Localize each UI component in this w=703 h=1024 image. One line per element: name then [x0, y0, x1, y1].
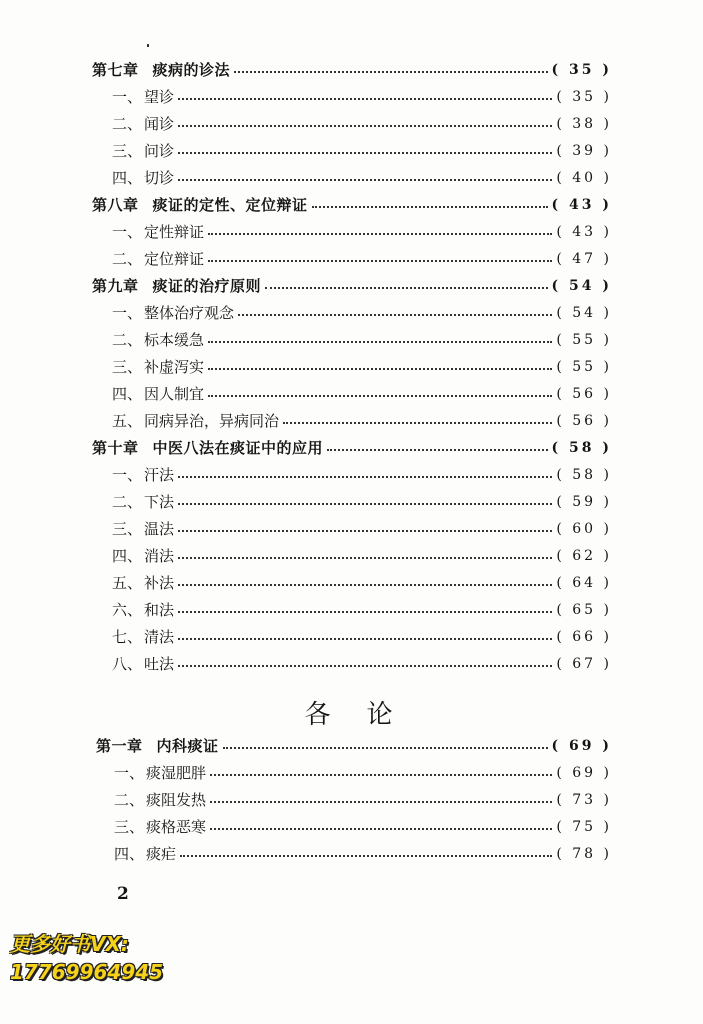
ink-speck: [147, 44, 149, 47]
chapter-number: 第九章: [92, 277, 139, 295]
item-title: 汗法: [144, 466, 175, 484]
page-ref: ( 66 ): [556, 629, 612, 645]
item-title: 温法: [144, 520, 175, 538]
toc-item[interactable]: [112, 517, 612, 541]
dot-leader: [178, 557, 552, 559]
toc-item[interactable]: [112, 301, 612, 325]
page-ref: ( 59 ): [556, 494, 612, 510]
chapter-title: 痰病的诊法: [152, 61, 231, 79]
item-number: 五、: [112, 412, 143, 430]
dot-leader: [223, 747, 548, 749]
item-number: 一、: [112, 466, 143, 484]
item-title: 下法: [144, 493, 175, 511]
dot-leader: [210, 828, 552, 830]
dot-leader: [208, 395, 552, 397]
item-title: 补虚泻实: [144, 358, 205, 376]
watermark-line-1: 更多好书VX:: [10, 932, 129, 956]
item-number: 三、: [114, 818, 145, 836]
item-number: 一、: [112, 88, 143, 106]
item-title: 痰疟: [146, 845, 177, 863]
page-ref: ( 43 ): [556, 224, 612, 240]
page-ref: ( 65 ): [556, 602, 612, 618]
page-ref: ( 56 ): [556, 413, 612, 429]
dot-leader: [265, 287, 547, 289]
toc-item[interactable]: [112, 166, 612, 190]
toc-item[interactable]: [112, 409, 612, 433]
dot-leader: [180, 855, 552, 857]
page-ref: ( 58 ): [556, 467, 612, 483]
dot-leader: [178, 530, 552, 532]
toc-item[interactable]: [112, 625, 612, 649]
page-ref: ( 40 ): [556, 170, 612, 186]
dot-leader: [210, 774, 552, 776]
page-ref: ( 64 ): [556, 575, 612, 591]
item-number: 四、: [112, 385, 143, 403]
item-title: 消法: [144, 547, 175, 565]
item-number: 二、: [112, 331, 143, 349]
item-title: 因人制宜: [144, 385, 205, 403]
item-number: 二、: [112, 250, 143, 268]
toc-item[interactable]: [112, 382, 612, 406]
item-number: 一、: [112, 304, 143, 322]
toc-item[interactable]: [112, 490, 612, 514]
page-ref: ( 73 ): [556, 792, 612, 808]
item-number: 一、: [114, 764, 145, 782]
item-title: 定位辩证: [144, 250, 205, 268]
toc-item[interactable]: [112, 355, 612, 379]
dot-leader: [178, 476, 552, 478]
page-number: 2: [117, 884, 129, 904]
page-ref: ( 56 ): [556, 386, 612, 402]
item-number: 七、: [112, 628, 143, 646]
dot-leader: [178, 125, 552, 127]
item-number: 四、: [114, 845, 145, 863]
dot-leader: [208, 260, 552, 262]
page-ref: ( 69 ): [551, 738, 612, 754]
page-ref: ( 38 ): [556, 116, 612, 132]
dot-leader: [238, 314, 552, 316]
dot-leader: [178, 665, 552, 667]
page-ref: ( 39 ): [556, 143, 612, 159]
chapter-number: 第十章: [92, 439, 139, 457]
item-title: 闻诊: [144, 115, 175, 133]
item-number: 一、: [112, 223, 143, 241]
toc-chapter-8[interactable]: [92, 193, 612, 217]
dot-leader: [178, 152, 552, 154]
watermark-line-2: 17769964945: [10, 960, 164, 984]
dot-leader: [208, 233, 552, 235]
toc-item[interactable]: [112, 85, 612, 109]
item-title: 痰湿肥胖: [146, 764, 207, 782]
dot-leader: [208, 368, 552, 370]
item-number: 二、: [112, 493, 143, 511]
item-title: 望诊: [144, 88, 175, 106]
toc-item[interactable]: [114, 788, 612, 812]
toc-item[interactable]: [112, 598, 612, 622]
toc-item[interactable]: [112, 571, 612, 595]
item-title: 吐法: [144, 655, 175, 673]
toc-item[interactable]: [112, 463, 612, 487]
chapter-title: 内科痰证: [156, 737, 219, 755]
watermark: [10, 930, 163, 986]
dot-leader: [327, 449, 547, 451]
item-title: 整体治疗观念: [144, 304, 235, 322]
toc-item[interactable]: [112, 139, 612, 163]
page-ref: ( 35 ): [556, 89, 612, 105]
dot-leader: [234, 71, 547, 73]
page-ref: ( 47 ): [556, 251, 612, 267]
toc-item[interactable]: [112, 544, 612, 568]
toc-chapter-9[interactable]: [92, 274, 612, 298]
item-number: 二、: [112, 115, 143, 133]
toc-item[interactable]: [112, 328, 612, 352]
page-ref: ( 54 ): [556, 305, 612, 321]
chapter-number: 第八章: [92, 196, 139, 214]
item-number: 五、: [112, 574, 143, 592]
dot-leader: [312, 206, 548, 208]
toc-chapter-10[interactable]: [92, 436, 612, 460]
chapter-number: 第一章: [96, 737, 143, 755]
page-ref: ( 75 ): [556, 819, 612, 835]
page-ref: ( 69 ): [556, 765, 612, 781]
item-title: 问诊: [144, 142, 175, 160]
toc-item[interactable]: [114, 761, 612, 785]
page-ref: ( 35 ): [551, 62, 612, 78]
item-title: 清法: [144, 628, 175, 646]
item-number: 三、: [112, 358, 143, 376]
dot-leader: [178, 584, 552, 586]
page-ref: ( 55 ): [556, 359, 612, 375]
chapter-title: 痰证的治疗原则: [152, 277, 262, 295]
item-number: 三、: [112, 142, 143, 160]
item-title: 痰阻发热: [146, 791, 207, 809]
item-number: 四、: [112, 547, 143, 565]
dot-leader: [178, 638, 552, 640]
item-title: 标本缓急: [144, 331, 205, 349]
page-ref: ( 43 ): [551, 197, 612, 213]
dot-leader: [178, 503, 552, 505]
page-ref: ( 54 ): [551, 278, 612, 294]
chapter-title: 中医八法在痰证中的应用: [152, 439, 324, 457]
dot-leader: [210, 801, 552, 803]
dot-leader: [178, 611, 552, 613]
item-title: 补法: [144, 574, 175, 592]
chapter-number: 第七章: [92, 61, 139, 79]
page-ref: ( 78 ): [556, 846, 612, 862]
toc-item[interactable]: [112, 247, 612, 271]
toc-item[interactable]: [112, 220, 612, 244]
dot-leader: [178, 179, 552, 181]
toc-item[interactable]: [114, 815, 612, 839]
item-title: 痰格恶寒: [146, 818, 207, 836]
toc-item[interactable]: [112, 652, 612, 676]
page-ref: ( 58 ): [551, 440, 612, 456]
toc-item[interactable]: [112, 112, 612, 136]
item-title: 切诊: [144, 169, 175, 187]
item-number: 三、: [112, 520, 143, 538]
toc-item[interactable]: [114, 842, 612, 866]
item-title: 定性辩证: [144, 223, 205, 241]
dot-leader: [178, 98, 552, 100]
toc-chapter-7[interactable]: [92, 58, 612, 82]
item-number: 四、: [112, 169, 143, 187]
page-ref: ( 60 ): [556, 521, 612, 537]
page-ref: ( 67 ): [556, 656, 612, 672]
item-title: 和法: [144, 601, 175, 619]
item-number: 六、: [112, 601, 143, 619]
item-title: 同病异治，异病同治: [144, 412, 280, 430]
dot-leader: [208, 341, 552, 343]
section-title: 各论: [304, 700, 429, 730]
item-number: 八、: [112, 655, 143, 673]
dot-leader: [283, 422, 552, 424]
page-ref: ( 55 ): [556, 332, 612, 348]
chapter-title: 痰证的定性、定位辩证: [152, 196, 308, 214]
item-number: 二、: [114, 791, 145, 809]
toc-chapter-1[interactable]: [96, 734, 612, 758]
page-ref: ( 62 ): [556, 548, 612, 564]
